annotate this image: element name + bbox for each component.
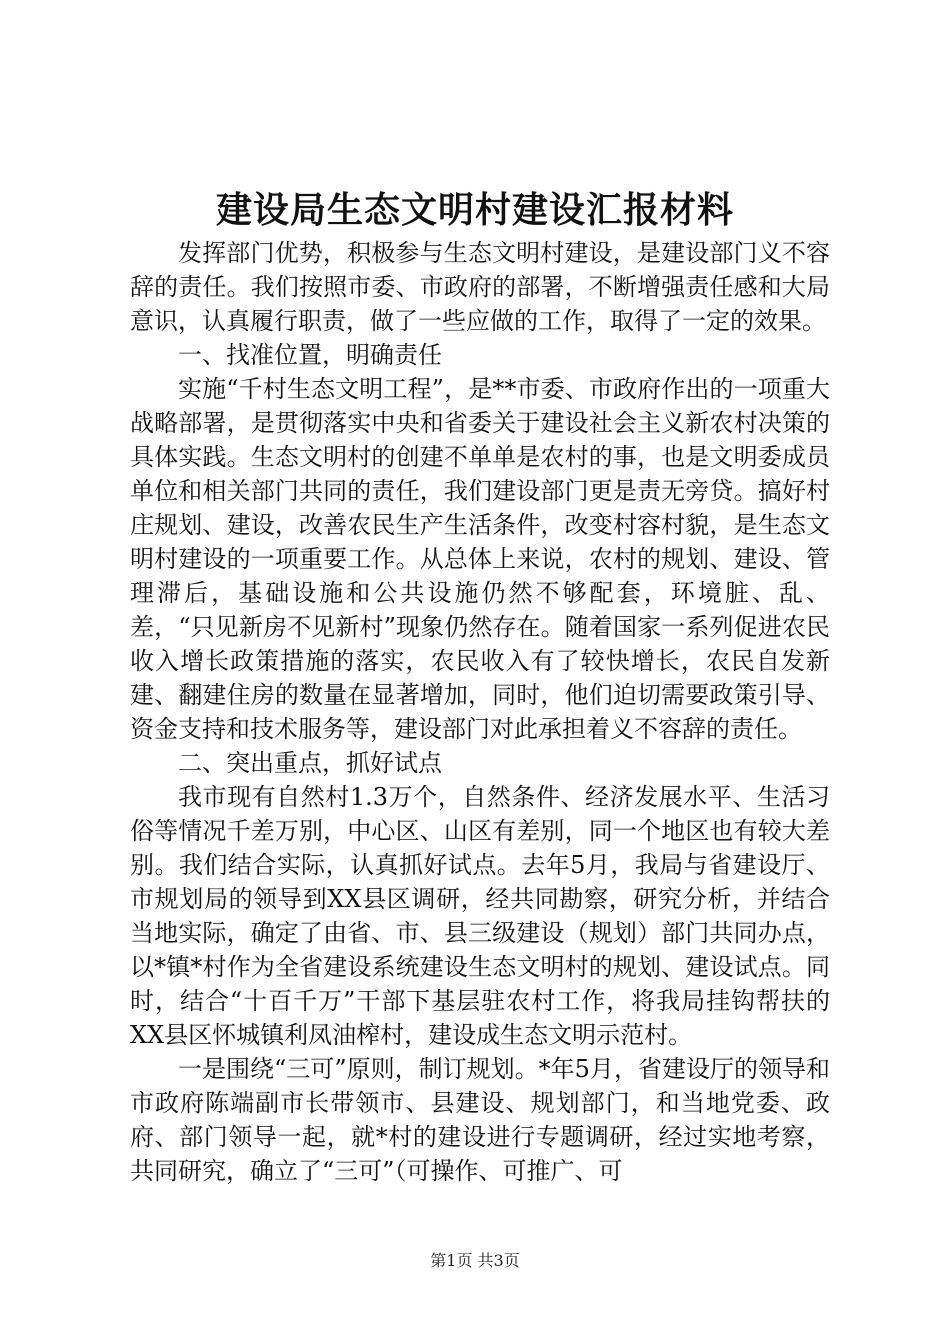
section-heading-2: 二、突出重点，抓好试点 xyxy=(178,749,442,777)
section-heading-1: 一、找准位置，明确责任 xyxy=(178,341,442,369)
paragraph-point-1: 一是围绕“三可”原则，制订规划。*年5月，省建设厅的领导和市政府陈端副市长带领市、县建设、规划部门，和当地党委、政府、部门领导一起，就*村的建设进行专题调研，经过实地考察，共同研究，确立了“三可”（可操作、可推广、可 xyxy=(130,1055,830,1185)
document-body xyxy=(130,236,830,1188)
paragraph-section-1: 实施“千村生态文明工程”，是**市委、市政府作出的一项重大战略部署，是贯彻落实中央和省委关于建设社会主义新农村决策的具体实践。生态文明村的创建不单单是农村的事，也是文明委成员单位和相关部门共同的责任，我们建设部门更是责无旁贷。搞好村庄规划、建设，改善农民生产生活条件，改变村容村貌，是生态文明村建设的一项重要工作。从总体上来说，农村的规划、建设、管理滞后，基础设施和公共设施仍然不够配套，环境脏、乱、差，“只见新房不见新村”现象仍然存在。随着国家一系列促进农民收入增长政策措施的落实，农民收入有了较快增长，农民自发新建、翻建住房的数量在显著增加，同时，他们迫切需要政策引导、资金支持和技术服务等，建设部门对此承担着义不容辞的责任。 xyxy=(130,375,830,743)
page-footer: 第1页 共3页 xyxy=(430,1251,520,1270)
paragraph-section-2: 我市现有自然村1.3万个，自然条件、经济发展水平、生活习俗等情况千差万别，中心区、山区有差别，同一个地区也有较大差别。我们结合实际，认真抓好试点。去年5月，我局与省建设厅、市规划局的领导到XX县区调研，经共同勘察，研究分析，并结合当地实际，确定了由省、市、县三级建设（规划）部门共同办点，以*镇*村作为全省建设系统建设生态文明村的规划、建设试点。同时，结合“十百千万”干部下基层驻农村工作，将我局挂钩帮扶的XX县区怀城镇利凤油榨村，建设成生态文明示范村。 xyxy=(130,783,830,1049)
document-title: 建设局生态文明村建设汇报材料 xyxy=(215,189,734,231)
paragraph-intro: 发挥部门优势，积极参与生态文明村建设，是建设部门义不容辞的责任。我们按照市委、市政府的部署，不断增强责任感和大局意识，认真履行职责，做了一些应做的工作，取得了一定的效果。 xyxy=(130,239,830,335)
